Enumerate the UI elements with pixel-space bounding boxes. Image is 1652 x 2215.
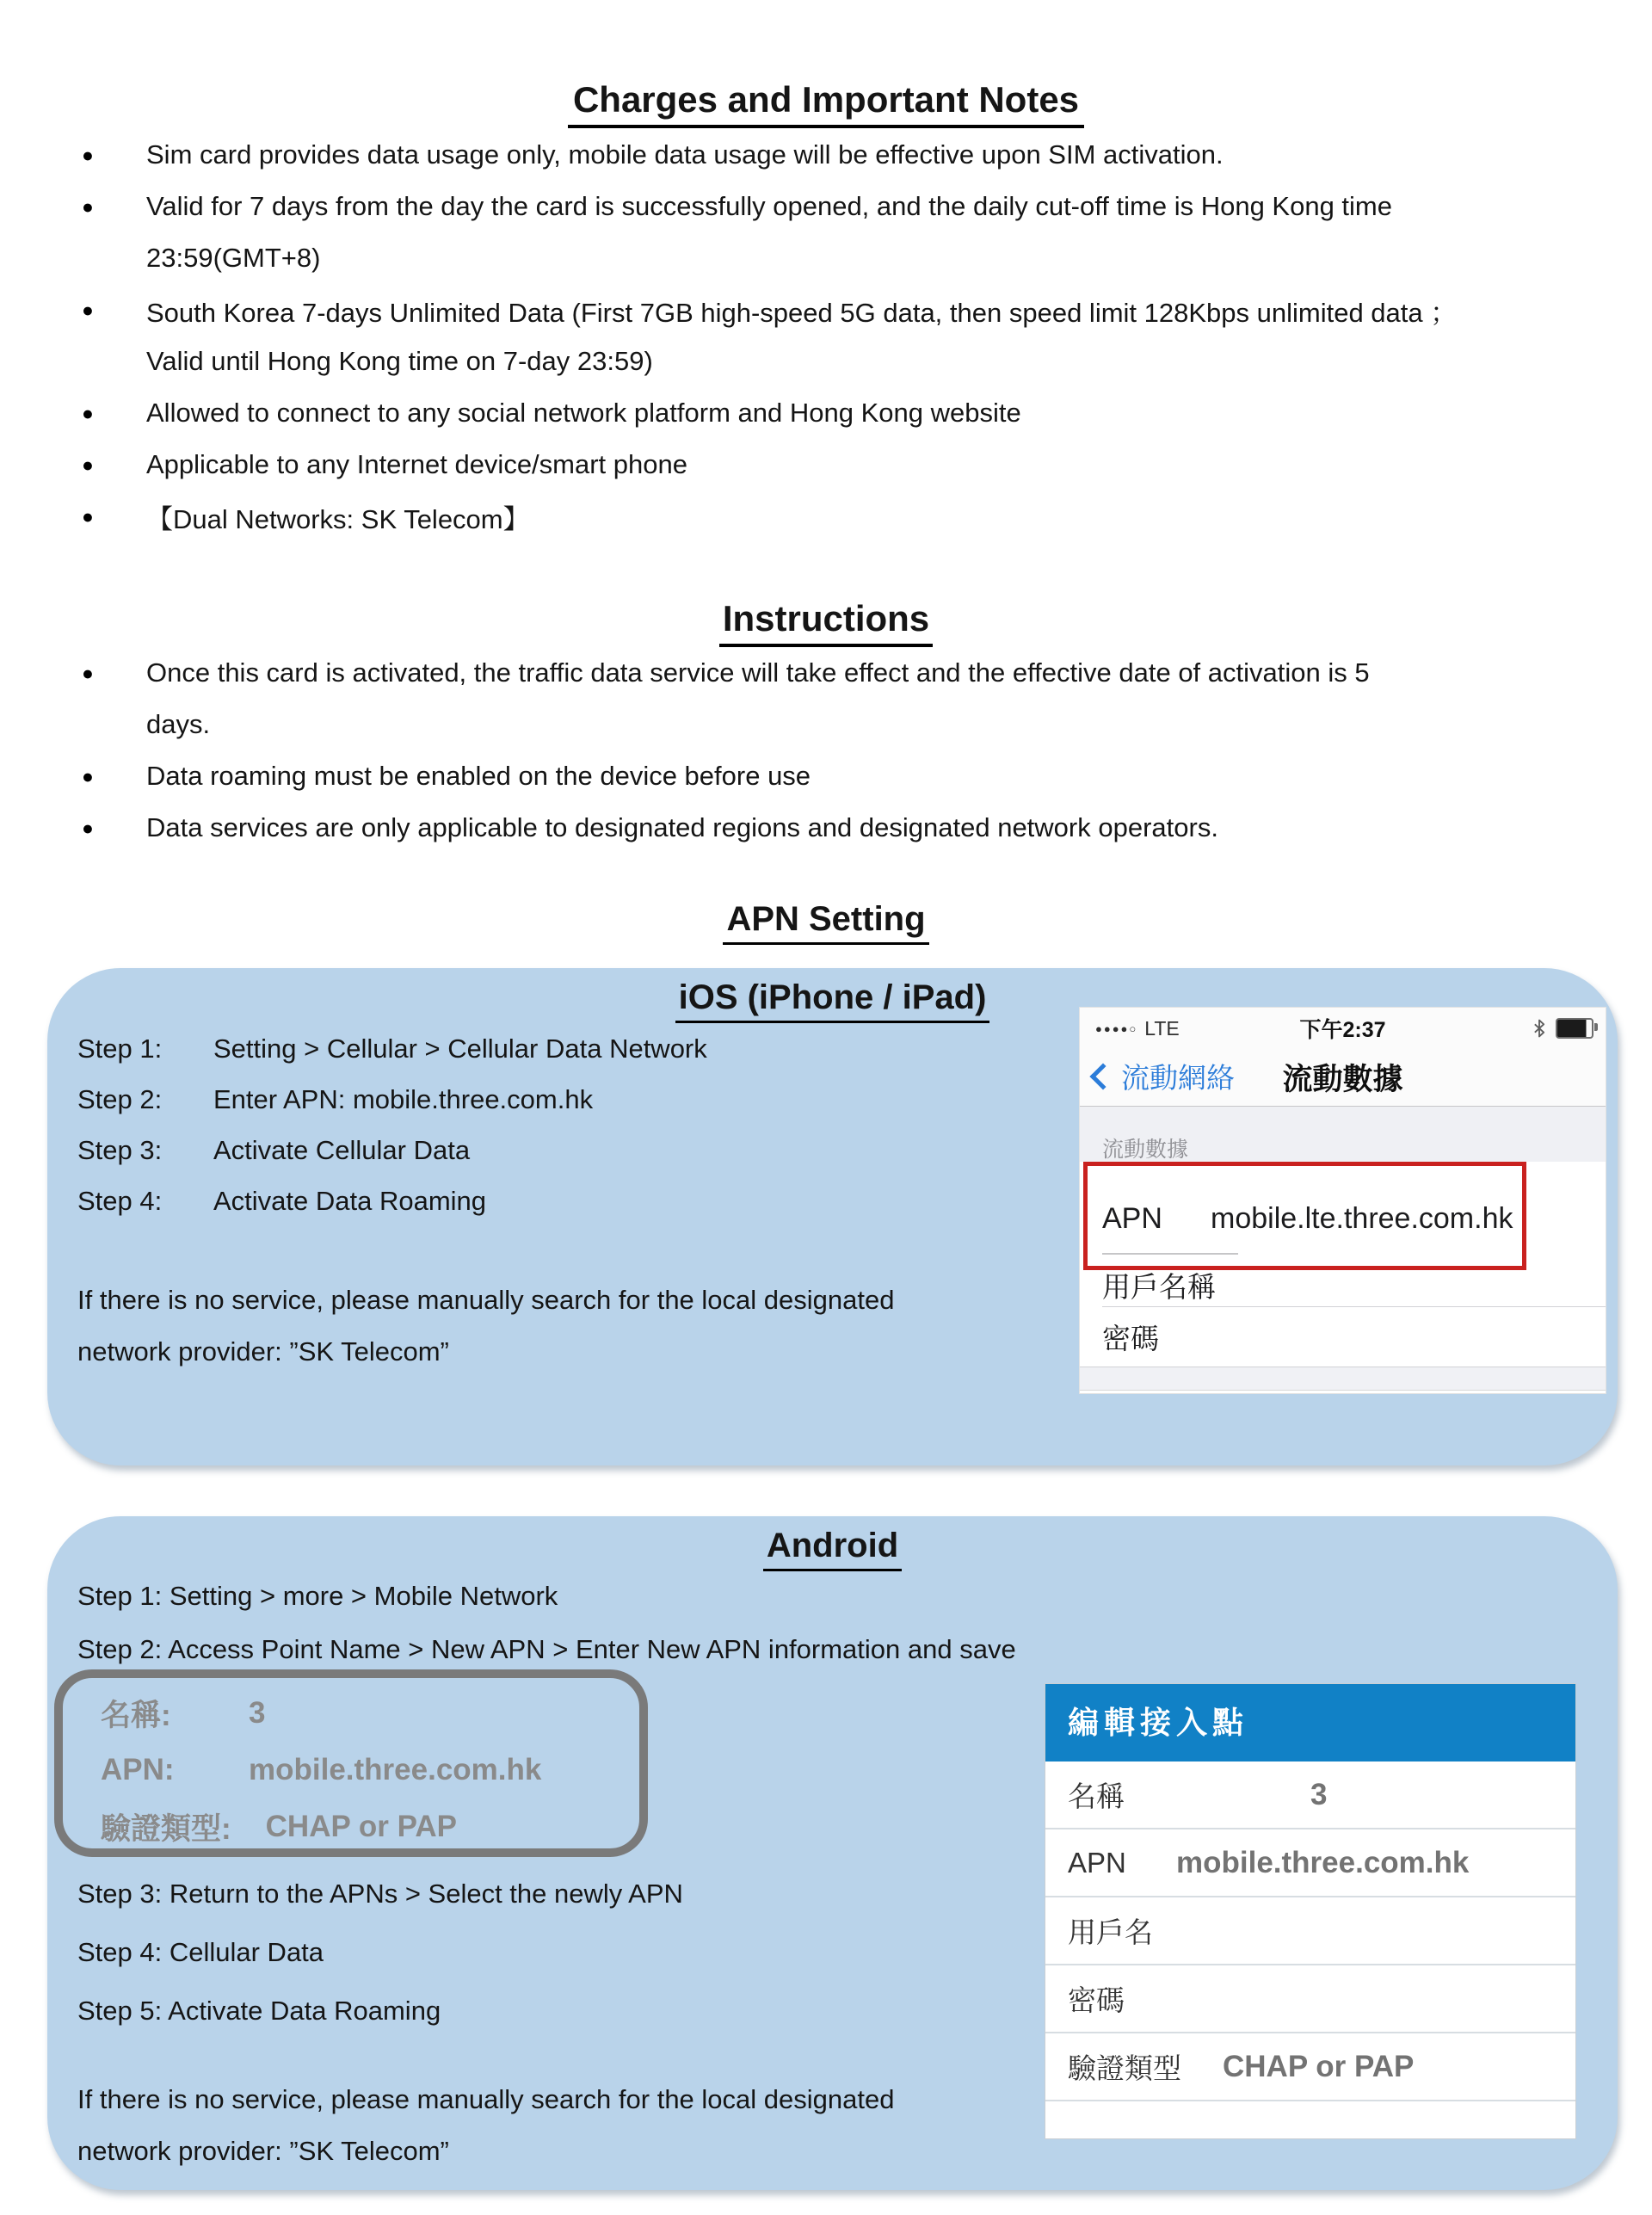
- android-form-value: mobile.three.com.hk: [1176, 1845, 1470, 1879]
- bullet-text: Once this card is activated, the traffic data service will take effect and the effective date of activation is 5: [146, 657, 1370, 688]
- instructions-heading: [0, 598, 1652, 647]
- android-screenshot: [1045, 1683, 1576, 2139]
- android-steps-top: [77, 1570, 1016, 1676]
- android-form-label: 名稱: [1068, 1780, 1125, 1812]
- step-text: Setting > Cellular > Cellular Data Network: [213, 1033, 707, 1064]
- android-form-label: 密碼: [1068, 1984, 1125, 2016]
- ios-steps-list: [77, 1023, 707, 1226]
- ios-panel: [47, 968, 1618, 1465]
- username-field-row[interactable]: [1102, 1263, 1606, 1306]
- bullet-dot-icon: ●: [82, 816, 94, 839]
- iphone-settings-body: [1080, 1107, 1606, 1393]
- android-screen-header: 編輯接入點: [1045, 1684, 1575, 1762]
- clock-label: 下午2:37: [1299, 1018, 1386, 1042]
- section-label: 流動數據: [1102, 1138, 1189, 1162]
- signal-strength-icon: ●●●●○: [1095, 1021, 1138, 1035]
- android-form-row[interactable]: [1045, 1762, 1575, 1829]
- bullet-line: [82, 750, 1609, 802]
- password-field-label: 密碼: [1102, 1322, 1159, 1354]
- android-form-row[interactable]: [1045, 1897, 1575, 1965]
- apn-info-label: 名稱:: [101, 1699, 171, 1732]
- android-panel: [47, 1516, 1618, 2190]
- bullet-line: [82, 336, 1609, 387]
- status-icons: [1530, 1018, 1593, 1039]
- step-label: Step 3:: [77, 1134, 163, 1165]
- note-line: If there is no service, please manually search for the local designated: [77, 2084, 895, 2114]
- bullet-line: [82, 647, 1609, 699]
- bullet-line: [82, 129, 1609, 181]
- bullet-text: South Korea 7-days Unlimited Data (First 7GB high-speed 5G data, then speed limit 128Kbps unlimited data ；: [146, 297, 1458, 328]
- carrier-label: LTE: [1144, 1016, 1180, 1040]
- apn-info-row: [101, 1742, 639, 1799]
- bullet-line: [82, 387, 1609, 439]
- step-text: Enter APN: mobile.three.com.hk: [213, 1083, 594, 1114]
- bullet-text: 23:59(GMT+8): [146, 243, 321, 273]
- step-label: Step 2:: [77, 1083, 163, 1114]
- apn-field-label: APN: [1102, 1201, 1162, 1235]
- step-text: Activate Data Roaming: [213, 1185, 487, 1216]
- note-line: If there is no service, please manually search for the local designated: [77, 1285, 895, 1315]
- apn-info-value: 3: [249, 1696, 266, 1730]
- apn-info-outline-box: [54, 1669, 648, 1857]
- android-form-row[interactable]: [1045, 1829, 1575, 1897]
- android-form-row[interactable]: [1045, 2033, 1575, 2101]
- bullet-line: [82, 491, 1609, 542]
- ios-heading-text: iOS (iPhone / iPad): [675, 978, 990, 1023]
- divider: [1102, 1306, 1606, 1307]
- bullet-text: Applicable to any Internet device/smart phone: [146, 449, 687, 479]
- apn-info-row: [101, 1685, 639, 1742]
- note-line: network provider: ”SK Telecom”: [77, 1336, 449, 1367]
- bullet-line: [82, 802, 1609, 854]
- bullet-text: Data services are only applicable to designated regions and designated network operators.: [146, 812, 1218, 842]
- bluetooth-icon: [1530, 1018, 1549, 1039]
- bullet-text: 【Dual Networks: SK Telecom】: [146, 503, 530, 534]
- bullet-text: Valid until Hong Kong time on 7-day 23:59): [146, 346, 653, 376]
- android-step: Step 4: Cellular Data: [77, 1937, 324, 1967]
- android-heading: [47, 1527, 1618, 1571]
- bullet-line: [82, 699, 1609, 750]
- iphone-status-bar: [1080, 1008, 1606, 1044]
- footer-strip: [1080, 1367, 1606, 1391]
- bullet-text: Allowed to connect to any social network platform and Hong Kong website: [146, 398, 1021, 428]
- iphone-nav-title: 流動數據: [1282, 1063, 1403, 1096]
- android-steps-bottom: [77, 1865, 683, 2040]
- charges-bullet-list: [82, 129, 1609, 542]
- apn-info-value: CHAP or PAP: [265, 1810, 458, 1843]
- bullet-text: days.: [146, 709, 211, 739]
- apn-setting-heading-text: APN Setting: [723, 900, 928, 945]
- android-form-value: 3: [1310, 1777, 1328, 1811]
- ios-note: [77, 1274, 894, 1378]
- instructions-heading-text: Instructions: [719, 598, 933, 647]
- bullet-dot-icon: ●: [82, 504, 94, 528]
- bullet-dot-icon: ●: [82, 194, 94, 218]
- step-text: Activate Cellular Data: [213, 1134, 471, 1165]
- bullet-text: Valid for 7 days from the day the card is successfully opened, and the daily cut-off time is Hong Kong time: [146, 191, 1392, 221]
- android-heading-text: Android: [763, 1527, 902, 1571]
- apn-info-label: 驗證類型:: [101, 1812, 231, 1846]
- password-field-row[interactable]: [1102, 1310, 1606, 1363]
- bullet-text: Data roaming must be enabled on the device before use: [146, 761, 811, 791]
- username-field-label: 用戶名稱: [1102, 1270, 1216, 1303]
- bullet-line: [82, 181, 1609, 232]
- apn-info-value: mobile.three.com.hk: [249, 1753, 542, 1786]
- battery-icon: [1556, 1018, 1593, 1039]
- bullet-dot-icon: ●: [82, 453, 94, 476]
- android-form-value: CHAP or PAP: [1223, 2049, 1415, 2083]
- ios-step: [77, 1125, 707, 1175]
- charges-heading-text: Charges and Important Notes: [568, 79, 1084, 128]
- bullet-line: [82, 284, 1609, 336]
- bullet-line: [82, 439, 1609, 491]
- bullet-dot-icon: ●: [82, 764, 94, 787]
- android-step: Step 3: Return to the APNs > Select the newly APN: [77, 1879, 683, 1909]
- iphone-nav-bar: [1080, 1044, 1606, 1107]
- apn-field-value: mobile.lte.three.com.hk: [1211, 1201, 1513, 1235]
- android-note: [77, 2074, 894, 2177]
- android-form-row[interactable]: [1045, 1965, 1575, 2033]
- apn-info-label: APN:: [101, 1753, 175, 1786]
- instructions-bullet-list: [82, 647, 1609, 854]
- android-form-label: 用戶名: [1068, 1916, 1153, 1948]
- bullet-line: [82, 232, 1609, 284]
- android-step: Step 1: Setting > more > Mobile Network: [77, 1581, 558, 1611]
- bullet-dot-icon: ●: [82, 401, 94, 424]
- back-button-label: 流動網絡: [1121, 1062, 1235, 1094]
- step-label: Step 1:: [77, 1033, 163, 1064]
- red-highlight-box: [1083, 1162, 1526, 1270]
- ios-step: [77, 1175, 707, 1226]
- bullet-dot-icon: ●: [82, 143, 94, 166]
- iphone-screenshot: [1079, 1007, 1606, 1394]
- android-step: Step 5: Activate Data Roaming: [77, 1996, 441, 2026]
- apn-setting-heading: [0, 900, 1652, 945]
- bullet-dot-icon: ●: [82, 661, 94, 684]
- android-form-label: APN: [1068, 1846, 1126, 1879]
- ios-step: [77, 1023, 707, 1074]
- android-step: Step 2: Access Point Name > New APN > Enter New APN information and save: [77, 1634, 1016, 1664]
- apn-info-row: [101, 1799, 639, 1855]
- android-apn-form: [1045, 1762, 1575, 2101]
- ios-step: [77, 1074, 707, 1125]
- note-line: network provider: ”SK Telecom”: [77, 2136, 449, 2166]
- android-form-label: 驗證類型: [1068, 2052, 1181, 2084]
- bullet-text: Sim card provides data usage only, mobile data usage will be effective upon SIM activation.: [146, 139, 1224, 170]
- step-label: Step 4:: [77, 1185, 163, 1216]
- bullet-dot-icon: ●: [82, 298, 94, 321]
- charges-heading: [0, 79, 1652, 128]
